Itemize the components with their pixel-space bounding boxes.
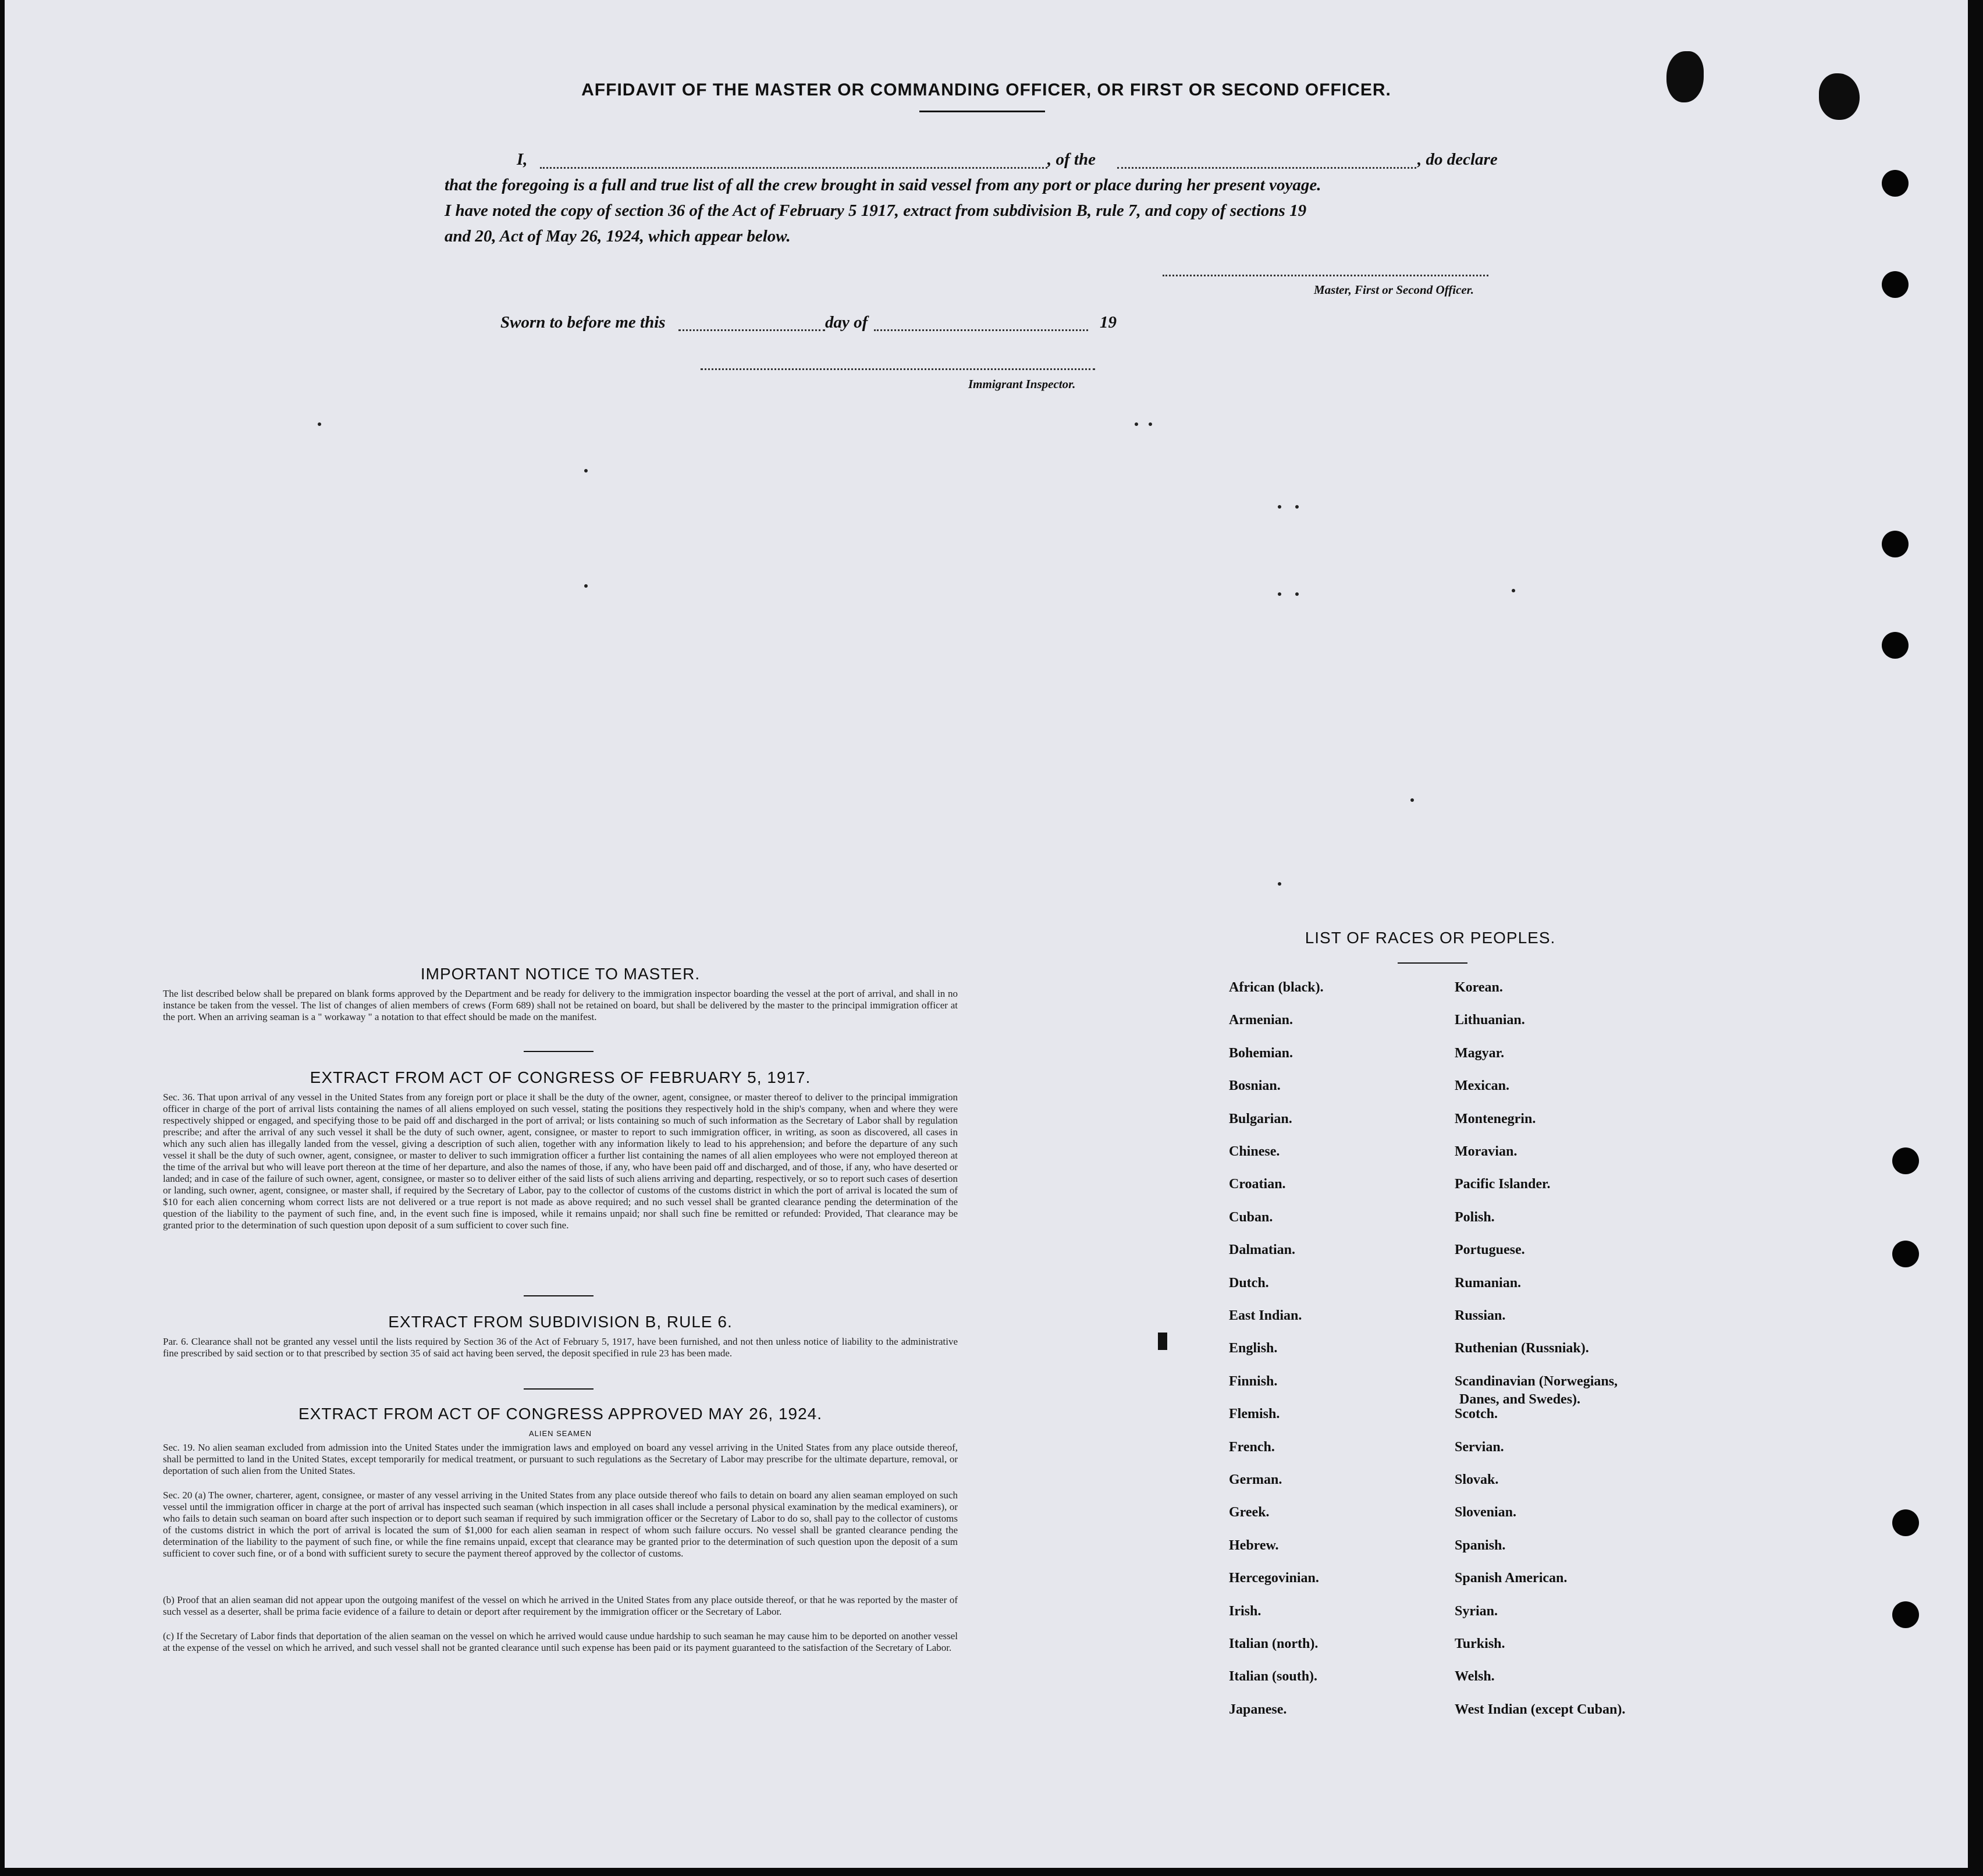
- punch-hole: [1882, 632, 1909, 659]
- race-item: African (black).: [1229, 980, 1324, 995]
- race-item: Spanish American.: [1455, 1571, 1568, 1586]
- race-item: Turkish.: [1455, 1636, 1505, 1651]
- race-item: Italian (north).: [1229, 1636, 1319, 1651]
- officer-signature-field[interactable]: [1163, 275, 1488, 276]
- sworn-mid: day of: [825, 313, 868, 332]
- affidavit-line1-end: , do declare: [1417, 150, 1498, 169]
- notice-title: IMPORTANT NOTICE TO MASTER.: [420, 965, 701, 983]
- races-underline: [1398, 962, 1467, 964]
- extract-1917-body: Sec. 36. That upon arrival of any vessel in the United States from any foreign port or place it shall be the duty of the owner, agent, consignee, or master thereof to deliver to the principal immigration officer in charge of the port of arrival lists containing the names of all aliens employed on such vessel, stating the positions they respectively hold in the ship's company, when and where they were respectively shipped or engaged, and specifying those to be paid off and discharged in the port of arrival; or lists containing so much of such information as the Secretary of Labor shall by regulation prescribe; and after the arrival of any such vessel it shall be the duty of such owner, agent, consignee, or master to report to such immigration officer, in writing, as soon as discovered, all cases in which any such alien has illegally landed from the vessel, giving a description of such alien, together with any information likely to lead to his apprehension; and before the departure of any such vessel it shall be the duty of such owner, agent, consignee, or master to deliver to such immigration officer a further list containing the names of all alien employees who were not employed thereon at the time of the arrival but who will leave port thereon at the time of her departure, and also the names of those, if any, who have been paid off and discharged, and of those, if any, who have deserted or landed; and in case of the failure of such owner, agent, consignee, or master so to deliver either of the said lists of such aliens arriving and departing, respectively, or so to report such cases of desertion or landing, such owner, agent, consignee, or master shall, if required by the Secretary of Labor, pay to the collector of customs of the customs district in which the port of arrival is located the sum of $10 for each alien concerning whom correct lists are not delivered or a true report is not made as above required; and no such vessel shall be granted clearance pending the determination of the question of the liability to the payment of such fine, and, in the event such fine is imposed, while it remains unpaid; nor shall such fine be remitted or refunded: Provided, That clearance may be granted prior to the determination of such question upon deposit of a sum sufficient to cover such fine.: [163, 1092, 958, 1231]
- section-19: Sec. 19. No alien seaman excluded from admission into the United States under the immigration laws and employed on board any vessel arriving in the United States from any place outside thereof, shall be permitted to land in the United States, except temporarily for medical treatment, or pursuant to such regulations as the Secretary of Labor may prescribe for the ultimate departure, removal, or deportation of such alien from the United States.: [163, 1442, 958, 1476]
- speck: [1295, 505, 1299, 509]
- race-item: Slovak.: [1455, 1472, 1499, 1487]
- race-item: Hercegovinian.: [1229, 1571, 1319, 1586]
- race-item: Bohemian.: [1229, 1046, 1293, 1061]
- race-item: Bosnian.: [1229, 1078, 1281, 1093]
- declarant-name-field[interactable]: [540, 167, 1047, 169]
- speck: [1278, 882, 1281, 886]
- race-item: German.: [1229, 1472, 1282, 1487]
- race-item: Finnish.: [1229, 1374, 1278, 1389]
- speck: [584, 469, 588, 472]
- punch-hole: [1882, 271, 1909, 298]
- race-item: Bulgarian.: [1229, 1111, 1292, 1127]
- race-item: Scotch.: [1455, 1406, 1498, 1422]
- speck: [1512, 589, 1515, 592]
- race-item: Slovenian.: [1455, 1505, 1517, 1520]
- race-item: Polish.: [1455, 1210, 1495, 1225]
- race-item: Mexican.: [1455, 1078, 1509, 1093]
- divider: [524, 1295, 594, 1296]
- race-item: Montenegrin.: [1455, 1111, 1536, 1127]
- race-item: Russian.: [1455, 1308, 1506, 1323]
- race-item: Magyar.: [1455, 1046, 1505, 1061]
- race-item: Lithuanian.: [1455, 1012, 1525, 1028]
- race-item: Ruthenian (Russniak).: [1455, 1341, 1589, 1356]
- punch-hole: [1892, 1147, 1919, 1174]
- punch-hole: [1882, 531, 1909, 557]
- race-item: Flemish.: [1229, 1406, 1280, 1422]
- extract-1917-title: EXTRACT FROM ACT OF CONGRESS OF FEBRUARY 5, 1917.: [310, 1068, 811, 1086]
- sworn-start: Sworn to before me this: [500, 313, 666, 332]
- race-item: Portuguese.: [1455, 1242, 1525, 1257]
- speck: [1135, 422, 1138, 426]
- section-20a: Sec. 20 (a) The owner, charterer, agent, consignee, or master of any vessel arriving in the United States from any place outside thereof who fails to detain on board any alien seaman employed on such vessel until the immigration officer in charge at the port of arrival has inspected such seaman (which inspection in all cases shall include a personal physical examination by the medical examiners), or who fails to detain such seaman on board after such inspection or to deport such seaman if required by such immigration officer or the Secretary of Labor to do so, shall pay to the collector of customs of the customs district in which the port of arrival is located the sum of $1,000 for each alien seaman in respect of whom such failure occurs. No vessel shall be granted clearance pending the determination of the liability to the payment of such fine, or while the fine remains unpaid, except that clearance may be granted prior to the determination of such question upon the deposit of a sum sufficient to cover such fine, or of a bond with sufficient surety to secure the payment thereof approved by the collector of customs.: [163, 1490, 958, 1559]
- speck: [1295, 592, 1299, 596]
- document-page: [5, 0, 1968, 1868]
- punch-hole: [1892, 1601, 1919, 1628]
- race-item: Servian.: [1455, 1440, 1504, 1455]
- speck: [318, 422, 321, 426]
- affidavit-line1-mid: , of the: [1047, 150, 1096, 169]
- notice-body: The list described below shall be prepared on blank forms approved by the Department and be ready for delivery to the immigration inspector boarding the vessel at the port of arrival, and shall in no instance be taken from the vessel. The list of changes of alien members of crews (Form 689) shall not be retained on board, but shall be delivered by the master to the principal immigration officer at the port. When an arriving seaman is a " workaway " a notation to that effect should be made on the manifest.: [163, 988, 958, 1022]
- section-20b: (b) Proof that an alien seaman did not appear upon the outgoing manifest of the vessel on which he arrived in the United States from any place outside thereof, or that he was reported by the master of such vessel as a deserter, shall be prima facie evidence of a failure to detain or deport after requirement by the immigration officer or the Secretary of Labor.: [163, 1594, 958, 1617]
- race-item: Dutch.: [1229, 1275, 1269, 1291]
- section-20c: (c) If the Secretary of Labor finds that deportation of the alien seaman on the vessel on which he arrived would cause undue hardship to such seaman he may cause him to be deported on another vessel at the expense of the vessel on which he arrived, and such vessel shall not be granted clearance until such expense has been paid or its payment guaranteed to the satisfaction of the Secretary of Labor.: [163, 1630, 958, 1653]
- race-item: Hebrew.: [1229, 1538, 1279, 1553]
- race-item: Greek.: [1229, 1505, 1270, 1520]
- subdivision-title: EXTRACT FROM SUBDIVISION B, RULE 6.: [388, 1313, 733, 1331]
- punch-hole: [1882, 170, 1909, 197]
- title-underline: [919, 111, 1045, 112]
- race-item: Italian (south).: [1229, 1669, 1318, 1684]
- subdivision-body: Par. 6. Clearance shall not be granted any vessel until the lists required by Section 36 of the Act of February 5, 1917, have been furnished, and not then unless notice of liability to the administrative fine prescribed by said section or to that prescribed by section 35 of said act having been served, the deposit specified in rule 23 has been made.: [163, 1336, 958, 1359]
- race-item: Korean.: [1455, 980, 1503, 995]
- extract-1924-subtitle: ALIEN SEAMEN: [528, 1429, 592, 1438]
- speck: [1149, 422, 1152, 426]
- race-scandinavian-continuation: Danes, and Swedes).: [1459, 1392, 1581, 1407]
- race-item: Pacific Islander.: [1455, 1177, 1551, 1192]
- race-item: Spanish.: [1455, 1538, 1506, 1553]
- affidavit-title: AFFIDAVIT OF THE MASTER OR COMMANDING OFFICER, OR FIRST OR SECOND OFFICER.: [581, 80, 1391, 100]
- race-item: Syrian.: [1455, 1604, 1498, 1619]
- sworn-year: 19: [1100, 313, 1117, 332]
- race-item: Moravian.: [1455, 1144, 1518, 1159]
- divider: [524, 1051, 594, 1052]
- speck: [1278, 505, 1281, 509]
- race-item: Welsh.: [1455, 1669, 1495, 1684]
- race-item: French.: [1229, 1440, 1275, 1455]
- races-title: LIST OF RACES OR PEOPLES.: [1305, 929, 1556, 947]
- affidavit-line4: and 20, Act of May 26, 1924, which appear below.: [445, 227, 791, 246]
- ink-blot: [1666, 51, 1704, 102]
- punch-hole: [1892, 1509, 1919, 1536]
- race-item: Japanese.: [1229, 1702, 1287, 1717]
- race-item: Cuban.: [1229, 1210, 1273, 1225]
- race-item: English.: [1229, 1341, 1278, 1356]
- sworn-month-field[interactable]: [874, 329, 1088, 331]
- affidavit-line3: I have noted the copy of section 36 of the Act of February 5 1917, extract from subdivision B, rule 7, and copy of sections 19: [445, 201, 1307, 220]
- ink-mark: [1158, 1333, 1167, 1350]
- race-item: Rumanian.: [1455, 1275, 1522, 1291]
- race-item: Chinese.: [1229, 1144, 1280, 1159]
- inspector-caption: Immigrant Inspector.: [968, 377, 1076, 391]
- race-item: Scandinavian (Norwegians,: [1455, 1374, 1618, 1389]
- race-item: Irish.: [1229, 1604, 1261, 1619]
- affidavit-line1-start: I,: [517, 150, 528, 169]
- race-item: Dalmatian.: [1229, 1242, 1295, 1257]
- race-item: Armenian.: [1229, 1012, 1293, 1028]
- divider: [524, 1388, 594, 1390]
- speck: [1410, 798, 1414, 802]
- punch-hole: [1892, 1241, 1919, 1267]
- race-item: East Indian.: [1229, 1308, 1302, 1323]
- vessel-name-field[interactable]: [1117, 167, 1416, 169]
- officer-caption: Master, First or Second Officer.: [1314, 283, 1474, 297]
- extract-1924-title: EXTRACT FROM ACT OF CONGRESS APPROVED MAY 26, 1924.: [298, 1405, 823, 1423]
- sworn-day-field[interactable]: [678, 329, 825, 331]
- affidavit-line2: that the foregoing is a full and true list of all the crew brought in said vessel from any port or place during her present voyage.: [445, 176, 1321, 194]
- speck: [1278, 592, 1281, 596]
- ink-blot: [1819, 73, 1860, 120]
- speck: [584, 584, 588, 588]
- race-item: Croatian.: [1229, 1177, 1286, 1192]
- race-item: West Indian (except Cuban).: [1455, 1702, 1626, 1717]
- inspector-signature-field[interactable]: [701, 368, 1095, 370]
